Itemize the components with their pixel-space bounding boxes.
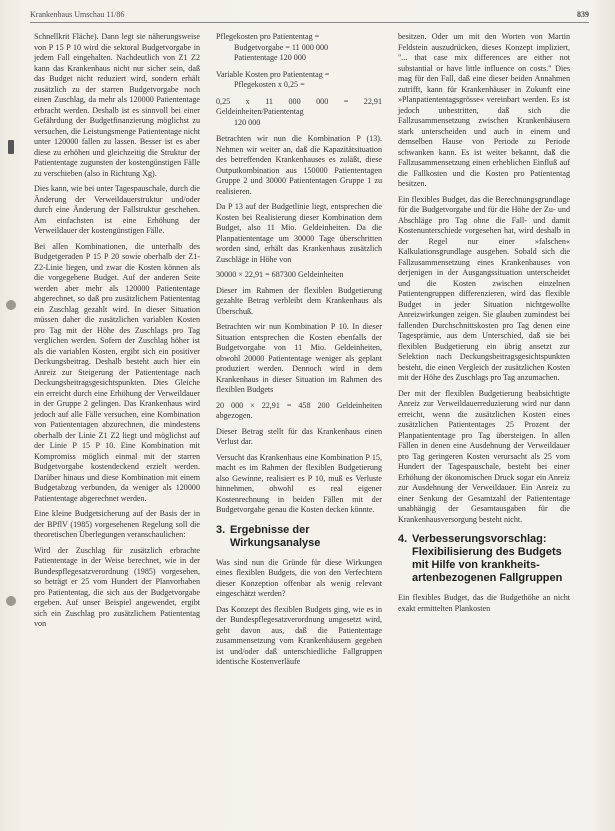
paragraph: Betrachten wir nun Kombination P 10. In dieser Situation entsprechen die Kosten ebenfalls der Budgetvorgabe von 11 Mio. Geldeinheiten, obwohl 20000 Patiententage weniger als geplant produziert werden. Dennoch wird in dem Krankenhaus in dieser Situation im Rahmen des flexiblen Budgets	[216, 322, 382, 394]
column-3	[398, 32, 570, 619]
journal-title: Krankenhaus Umschau 11/86	[30, 10, 125, 19]
header-rule	[30, 22, 589, 23]
equation-line: Variable Kosten pro Patiententag =	[216, 69, 330, 79]
page-number: 839	[577, 10, 589, 19]
paragraph: Was sind nun die Gründe für diese Wirkungen eines flexiblen Budgets, die von den Verfechtern dieser Konzeption offenbar als wenig relevant eingeschätzt werden?	[216, 557, 382, 598]
margin-mark	[8, 140, 14, 154]
punch-hole-top	[6, 300, 16, 310]
section-title-line: Wirkungsanalyse	[230, 536, 321, 549]
paragraph: Dieser im Rahmen der flexiblen Budgetierung gezahlte Betrag verbleibt dem Krankenhaus als Überschuß.	[216, 285, 382, 316]
equation-line: 120 000	[234, 117, 261, 127]
running-head	[30, 10, 589, 22]
punch-hole-bottom	[6, 596, 16, 606]
section-number: 3.	[216, 523, 226, 536]
equation-line: Pflegekosten x 0,25 =	[234, 80, 305, 89]
paragraph: Da P 13 auf der Budgetlinie liegt, entsprechen die Kosten bei Realisierung dieser Kombination dem Budget, also 11 Mio. Geldeinheiten. Da die Planpatiententage um 30000 Tage überschritten worden sind, erhält das Krankenhaus zusätzlich Zuschläge in Höhe von	[216, 202, 382, 264]
column-2	[216, 32, 382, 673]
paragraph: Ein flexibles Budget, das die Berechnungsgrundlage für die Budgetvorgabe und für die Höhe der Zu- und Abschläge pro Tag ohne die Fall- und damit Kostenunterschiede vorgesehen hat, wird deshalb in der Regel nur einer »falschen« Kalkulationsgrundlage ausgehen. Sobald sich die Fallzusammensetzung eines Krankenhauses von derjenigen in der Ausgangssituation unterscheidet und die Kosten zwischen einzelnen Patientengruppen differenzieren, wird das flexible Budget in jeder Situation nichtgewollte Anreizwirkungen zeigen. Sie glauben zumindest bei fallenden Durchschnittskosten pro Tag denen eine Tagesprämie, aus dem Unterschied, daß sie bei flexiblen Budgetierung ein übrig ansetzt zur Selektion nach Deckungsbeitragsgesichtspunkten besteht, die einen Vergleich der zusätzlichen Kosten mit der Höhe des Zuschlags pro Tag anzumachen.	[398, 194, 570, 382]
paragraph: Versucht das Krankenhaus eine Kombination P 15, macht es im Rahmen der flexiblen Budgetierung also Gewinne, realisiert es P 10, muß es Verluste hinnehmen, obwohl es real eigener Kostenrechnung in beiden Fällen mit der Budgetvorgabe genau die Kosten decken könnte.	[216, 452, 382, 514]
equation-pflegekosten	[216, 32, 382, 64]
paragraph: Bei allen Kombinationen, die unterhalb des Budgetgeraden P 15 P 20 sowie oberhalb der Z1-Z2-Linie liegen, und zwar die Kosten können als die vorgegebene Budget. Auf der anderen Seite werden aber mehr als 120000 Patiententage abgerechnet, so daß pro zusätzlichem Patiententag ein Zuschlag gezahlt wird. In dieser Situation müssen daher die zusätzlichen variablen Kosten pro Tag mit der Höhe des Zuschlags pro Tag verglichen werden. Sofern der Zuschlag höher ist als die variablen Kosten, ergibt sich ein positiver Deckungsbeitrag. Deshalb besteht auch hier ein Anreiz zur Steigerung der Patiententage nach Deckungsbeitragsgesichtspunkten. Dies Gleiche ein erreicht durch eine Erhöhung der Verweildauer in der Gruppe 2 gelingen. Das Krankenhaus wird jedoch auf alle Fälle versuchen, eine Kombination von Patiententagen abzurechnen, die mindestens oberhalb der Linie Z1 Z2 liegt und möglichst auf der Linie P 15 P 10. Eine Kombination mit Kompromiss möglich einmal mit der starren Budgetvorgabe kostendeckend erzielt werden. Darüber hinaus und diese Kombination mit einem Budgetabzug verbunden, da weniger als 120000 Patiententage abgerechnet werden.	[34, 241, 200, 503]
paragraph: Dies kann, wie bei unter Tagespauschale, durch die Änderung der Verweildauerstruktur und/oder durch eine Änderung der Fallstruktur geschehen. Am einfachsten ist eine Erhöhung der Verweildauer der kostengünstigen Fälle.	[34, 184, 200, 235]
equation-line: Patiententage 120 000	[234, 53, 306, 62]
paragraph: Ein flexibles Budget, das die Budgethöhe an nicht exakt ermittelten Plankosten	[398, 593, 570, 613]
section-heading-4	[398, 533, 570, 585]
section-title-line: mit Hilfe von krankheits-	[412, 559, 540, 571]
section-title-line: Verbesserungsvorschlag:	[412, 533, 547, 545]
section-title-line: artenbezogenen Fallgruppen	[412, 572, 563, 584]
paragraph: Der mit der flexiblen Budgetierung beabsichtigte Anreiz zur Verweildauerreduzierung wird nur dann erreicht, wenn die zusätzlichen Kosten eines zusätzlichen Patiententages 25 Prozent der Planpatiententage pro Tag übersteigen. In allen Fällen in denen eine Ausdehnung der Verweildauer pro Tag geringeren Kosten verursacht als 25 vom Hundert der Tagespauschale, besteht bei einer Erhöhung der ökonomischen Druck sogar ein Anreiz zur Ausdehnung der Verweildauer. Ein Anreiz zu einer Senkung der Gesamtzahl der Patiententage unabhängig der Gesamtausgaben für die Krankenhausversorgung besteht nicht.	[398, 388, 570, 524]
paragraph: besitzen. Oder um mit den Worten von Martin Feldstein auszudrücken, dieses Konzept impliziert, "... that case mix differences are either not substantial or have little influence on costs." Dies mag für den Fall, daß eine dieser beiden Annahmen zutrifft, kann für Krankenhäuser in Zukunft eine »Planpatiententagsgrösse« vereinbart werden. Es ist jedoch unbestritten, daß sich die Fallzusammensetzung zwischen Krankenhäusern stark unterscheiden und auch in einem und demselben Hause von Periode zu Periode schwanken kann. Es ist weiter bekannt, daß die Fallzusammensetzung einen erheblichen Einfluß auf die Fallkosten und die Kosten pro Patiententag besitzen.	[398, 32, 570, 188]
paragraph: Wird der Zuschlag für zusätzlich erbrachte Patiententage in der Weise berechnet, wie in der Bundespflegesatzverordnung (1985) vorgesehen, so beträgt er 25 vom Hundert der Planvorhaben pro Patiententag, die sich aus der Budgetvorgabe ergeben. Auf unser Beispiel angewendet, ergibt sich ein Zuschlag pro zusätzlichem Patiententag von	[34, 545, 200, 628]
section-title-line: Ergebnisse der	[230, 523, 310, 536]
paragraph: Schnellkrit Fläche). Dann legt sie näherungsweise von P 15 P 10 wird die sektoral Budgetvorgabe in jedem Fall eingehalten. Nachdeutlich von Z1 Z2 kann das Krankenhaus nicht nur sicher sein, daß das Budget nicht reduziert wird, sondern erhält zusätzlich zu der starren Budgetvorgabe noch einen Zuschlag, da mehr als 120000 Patiententage erbracht werden. Deshalb ist es sinnvoll bei einer Gefährdung der Budgetfinanzierung möglichst zu versuchen, die Leistungsmenge Patiententage nicht unter 120000 fallen zu lassen. Besser ist es aber diese zu erhöhen und gleichzeitig die Struktur der Patiententage zugunsten der kostengünstigen Fälle zu verschieben (also in Richtung Xg).	[34, 32, 200, 178]
equation-result	[216, 97, 382, 129]
section-heading-3	[216, 524, 382, 550]
paragraph: Dieser Betrag stellt für das Krankenhaus einen Verlust dar.	[216, 426, 382, 446]
section-title-line: Flexibilisierung des Budgets	[412, 546, 562, 558]
paragraph: Eine kleine Budgetsicherung auf der Basis der in der BPflV (1985) vorgesehenen Regelung soll die theoretischen Überlegungen veranschaulichen:	[34, 509, 200, 539]
paragraph: Das Konzept des flexiblen Budgets ging, wie es in der Bundespflegesatzverordnung umgesetzt wird, geht davon aus, daß die Patiententage zusammensetzung vom Krankenhäusern gegeben ist und/oder daß unterschiedliche Fallgruppen identische Kostenverläufe	[216, 604, 382, 666]
paragraph: 30000 × 22,91 = 687300 Geldeinheiten	[216, 270, 344, 279]
equation-line: Budgetvorgabe = 11 000 000	[234, 42, 329, 52]
section-number: 4.	[398, 533, 408, 545]
paragraph: 20 000 × 22,91 = 458 200 Geldeinheiten abgezogen.	[216, 400, 382, 420]
paragraph: Betrachten wir nun die Kombination P (13). Nehmen wir weiter an, daß die Kapazitätsituation des betreffenden Krankenhauses es zuläßt, diese Outputkombination aus 150000 Patiententagen Gruppe 2 und 30000 Patiententagen Gruppe 1 zu realisieren.	[216, 134, 382, 196]
equation-line: 0,25 x 11 000 000 = 22,91 Geldeinheiten/Patiententag	[216, 96, 382, 116]
equation-line: Pflegekosten pro Patiententag =	[216, 32, 320, 41]
column-1	[34, 32, 200, 635]
equation-variable-costs	[216, 70, 382, 91]
